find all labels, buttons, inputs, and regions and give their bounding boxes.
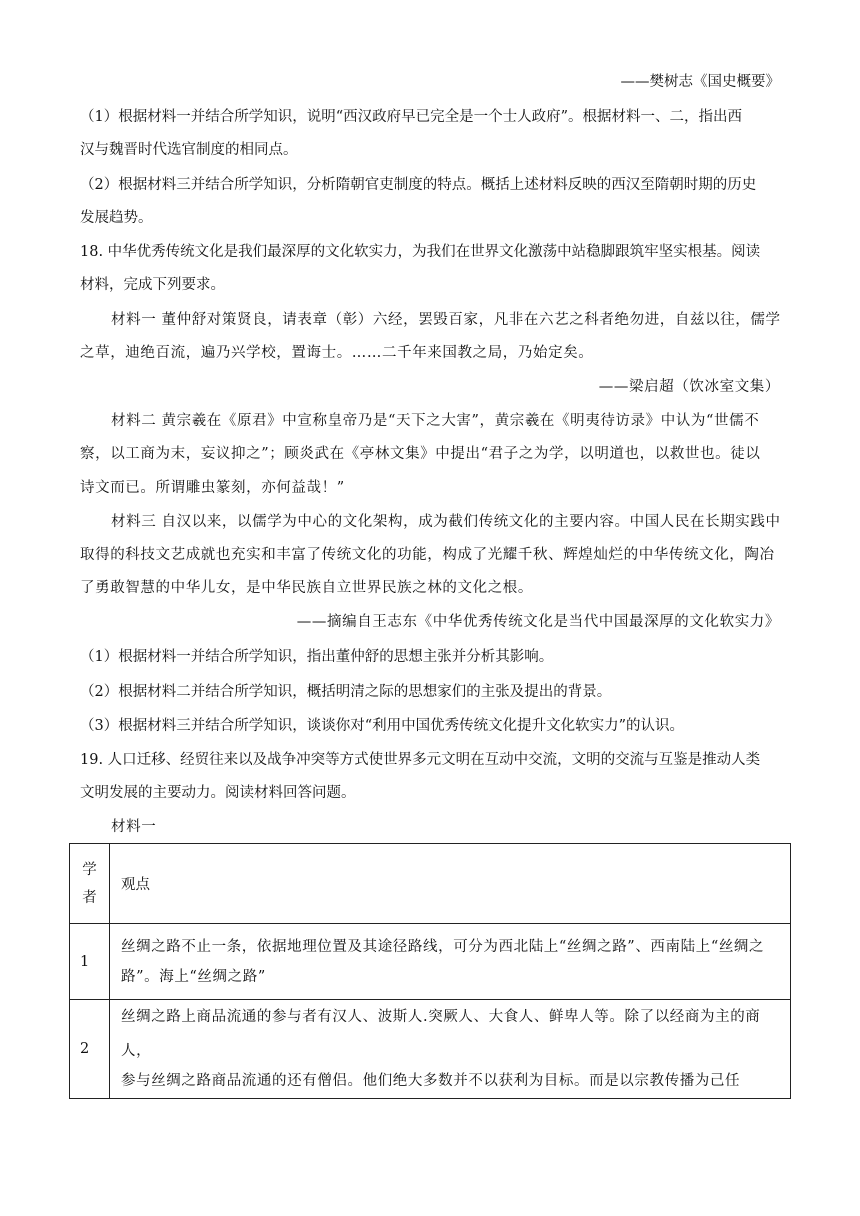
header-viewpoint: 观点 [121,877,150,893]
row-number: 2 [80,1041,90,1057]
question-18-3: （3）根据材料三并结合所学知识，谈谈你对“利用中国优秀传统文化提升文化软实力”的认识。 [80,718,685,734]
row-number-cell [70,924,110,1000]
question-17-1-line-2: 汉与魏晋时代选官制度的相同点。 [80,142,298,158]
question-19-stem-line-1: 19. 人口迁移、经贸往来以及战争冲突等方式使世界多元文明在互动中交流，文明的交流与互鉴是推动人类 [80,752,761,768]
question-17-2-line-2: 发展趋势。 [80,210,153,226]
header-scholar-char-2: 者 [82,889,97,906]
row-number: 1 [80,953,90,970]
question-18-2: （2）根据材料二并结合所学知识，概括明清之际的思想家们的主张及提出的背景。 [80,684,612,700]
question-18-stem-line-2: 材料，完成下列要求。 [80,277,225,293]
material-1-label: 材料一 [111,819,157,835]
question-17-1-line-1: （1）根据材料一并结合所学知识，说明“西汉政府早已完全是一个士人政府”。根据材料一、二，指出西 [80,109,743,125]
material-3-line-1: 材料三 自汉以来，以儒学为中心的文化架构，成为截们传统文化的主要内容。中国人民在长期实践中 [111,514,781,530]
row-viewpoint-line-2: 参与丝绸之路商品流通的还有僧侣。他们绝大多数并不以获利为目标。而是以宗教传播为己任 [121,1073,741,1089]
question-18-stem-line-1: 18. 中华优秀传统文化是我们最深厚的文化软实力，为我们在世界文化激荡中站稳脚跟筑牢坚实根基。阅读 [80,244,761,260]
material-3-line-3: 了勇敢智慧的中华儿女，是中华民族自立世界民族之林的文化之根。 [80,580,533,596]
row-number-cell [70,1000,110,1099]
material-1-line-1: 材料一 董仲舒对策贤良，请表章（彰）六经，罢毁百家，凡非在六艺之科者绝勿进，自兹以往，儒学 [111,312,781,328]
row-viewpoint-line-2: 路”。海上“丝绸之路” [121,968,266,985]
material-table [69,843,791,1099]
material-2-line-1: 材料二 黄宗羲在《原君》中宣称皇帝乃是“天下之大害”，黄宗羲在《明夷待访录》中认为“世儒不 [111,413,760,429]
source-citation: ——樊树志《国史概要》 [620,74,780,90]
row-viewpoint-cell [110,1000,791,1099]
header-viewpoint-cell [110,844,791,924]
material-2-line-2: 察，以工商为末，妄议抑之”；顾炎武在《亭林文集》中提出“君子之为学，以明道也，以救世也。徒以 [80,446,761,462]
header-scholar-cell [70,844,110,924]
material-3-line-2: 取得的科技文艺成就也充实和丰富了传统文化的功能，构成了光耀千秋、辉煌灿烂的中华传统文化，陶冶 [80,547,775,563]
row-viewpoint-line-1: 丝绸之路上商品流通的参与者有汉人、波斯人.突厥人、大食人、鲜卑人等。除了以经商为主的商人， [121,1009,761,1059]
material-3-source: ——摘编自王志东《中华优秀传统文化是当代中国最深厚的文化软实力》 [296,614,780,630]
material-2-line-3: 诗文而已。所谓雕虫篆刻，亦何益哉！” [80,480,345,496]
row-viewpoint-cell [110,924,791,1000]
row-viewpoint-line-1: 丝绸之路不止一条，依据地理位置及其途径路线，可分为西北陆上“丝绸之路”、西南陆上“丝绸之 [121,938,765,955]
material-1-line-2: 之草，迪绝百流，遍乃兴学校，置诲士。……二千年来国教之局，乃始定矣。 [80,345,594,361]
table-header-row [70,844,791,924]
question-17-2-line-1: （2）根据材料三并结合所学知识，分析隋朝官吏制度的特点。概括上述材料反映的西汉至隋朝时期的历史 [80,177,757,193]
material-1-source: ——梁启超（饮冰室文集） [598,379,780,395]
table-row [70,924,791,1000]
table-row [70,1000,791,1099]
question-19-stem-line-2: 文明发展的主要动力。阅读材料回答问题。 [80,785,356,801]
header-scholar-char-1: 学 [82,861,97,878]
question-18-1: （1）根据材料一并结合所学知识，指出董仲舒的思想主张并分析其影响。 [80,649,554,665]
